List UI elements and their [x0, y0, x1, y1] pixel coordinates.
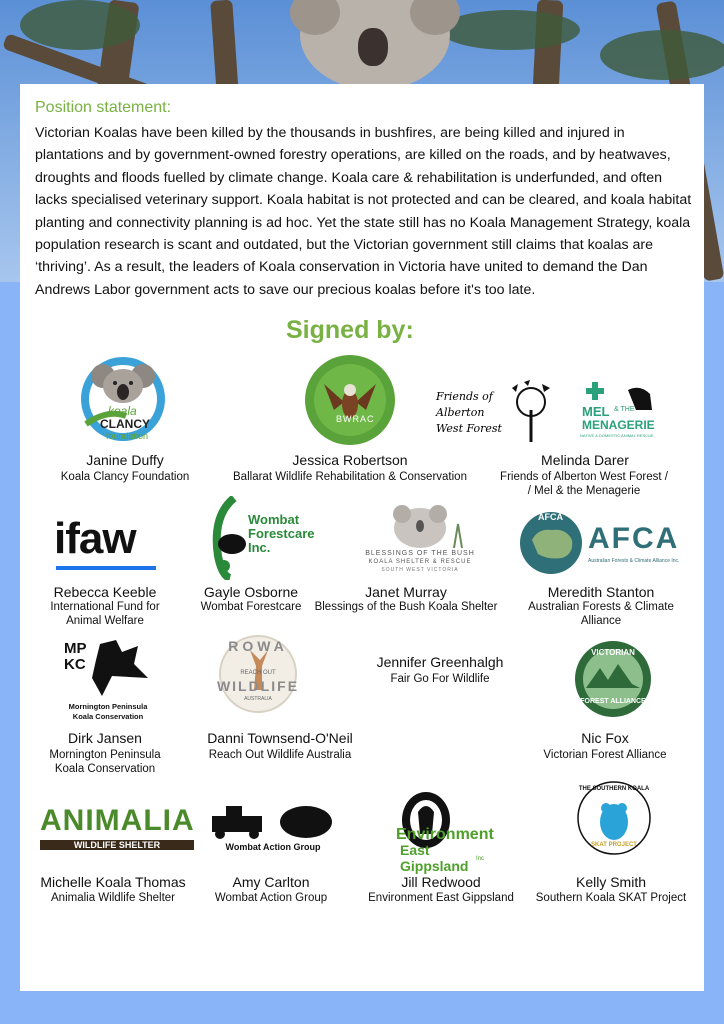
friends-alberton-logo-line3: West Forest [436, 422, 502, 435]
bwrac-logo-text: BWRAC [336, 414, 375, 424]
skat-project-logo [576, 780, 652, 856]
animalia-logo-line2: WILDLIFE SHELTER [40, 840, 194, 850]
signatory-name-12: Michelle Koala Thomas [40, 874, 186, 890]
blessings-bush-logo-line2: KOALA SHELTER & RESCUE [368, 559, 472, 565]
mel-menagerie-logo-menagerie: MENAGERIE [582, 418, 655, 432]
rowa-logo [216, 632, 300, 716]
signatory-name-3: Melinda Darer [541, 452, 629, 468]
signatory-name-10: Danni Townsend-O'Neil [207, 730, 353, 746]
blessings-bush-logo-line3: SOUTH WEST VICTORIA [381, 567, 459, 573]
afca-logo [518, 510, 684, 576]
vfa-logo [572, 638, 654, 720]
environment-east-gippsland-logo-line2: East Gippsland [400, 842, 469, 874]
friends-alberton-logo [432, 380, 558, 444]
environment-east-gippsland-logo [384, 790, 494, 874]
signatory-org-12: Animalia Wildlife Shelter [51, 892, 175, 904]
signed-by-heading: Signed by: [286, 316, 414, 344]
signatory-name-9: Dirk Jansen [68, 730, 142, 746]
afca-logo-sub: Australian Forests & Climate Alliance Inc. [588, 558, 680, 564]
vfa-logo-line1: VICTORIAN [591, 648, 635, 657]
position-body: Victorian Koalas have been killed by the thousands in bushfires, are being killed and injured in plantations and by government-owned forestry operations, are killed on the roads, and by heatwaves, droughts and floods fuelled by climate change. Koala care & rehabilitation is underfunded, and often lacks specialised veterinary support. Koala habitat is not protected and can be cleared, and koala habitat planting and connectivity planning is ad hoc. Yet the state still has no Koala Management Strategy, koala population research is scant and outdated, but the Victorian government still claims that koalas are ‘thriving’. As a result, the leaders of Koala conservation in Victoria have united to demand the Dan Andrews Labor government acts to save our precious koalas before it's too late. [35, 125, 692, 298]
signatory-name-1: Janine Duffy [86, 452, 164, 468]
animalia-logo [40, 804, 194, 858]
signatory-name-8: Jennifer Greenhalgh [376, 654, 504, 670]
rowa-logo-line3: WILDLIFE [216, 678, 300, 694]
koala-clancy-logo-clancy: CLANCY [100, 417, 150, 431]
koala-clancy-logo [78, 354, 168, 446]
rowa-logo-line2: REACH OUT [240, 670, 276, 676]
koala-clancy-logo-foundation: foundation [106, 431, 149, 441]
signatory-org-5: Wombat Forestcare [200, 601, 302, 613]
environment-east-gippsland-logo-line1: Environment [396, 826, 494, 843]
signatory-org-3: Friends of Alberton West Forest / / Mel & the Menagerie [500, 471, 668, 497]
signatory-org-13: Wombat Action Group [214, 892, 328, 904]
signatory-org-6: Blessings of the Bush Koala Shelter [314, 601, 498, 613]
skat-project-logo-line1: THE SOUTHERN KOALA [578, 786, 650, 792]
animalia-logo-line1: ANIMALIA [40, 804, 195, 837]
blessings-bush-logo [350, 504, 490, 574]
signatory-org-8: Fair Go For Wildlife [390, 673, 490, 685]
signatory-org-15: Southern Koala SKAT Project [535, 892, 687, 904]
rowa-logo-line1: ROWA [228, 638, 288, 654]
bwrac-logo [304, 354, 396, 446]
mel-menagerie-logo-mel: MEL [582, 404, 610, 419]
signatory-name-5: Gayle Osborne [203, 584, 299, 600]
mpkc-logo-line3: Mornington Peninsula [68, 702, 148, 711]
signatory-org-9: Mornington Peninsula Koala Conservation [49, 749, 161, 775]
skat-project-logo-line2: SKAT PROJECT [591, 842, 637, 848]
signatory-org-7: Australian Forests & Climate Alliance [528, 601, 674, 627]
wombat-action-group-logo [206, 800, 340, 860]
signatory-name-4: Rebecca Keeble [53, 584, 157, 600]
signatory-org-1: Koala Clancy Foundation [60, 471, 190, 483]
signatory-name-7: Meredith Stanton [547, 584, 655, 600]
signatory-org-2: Ballarat Wildlife Rehabilitation & Conservation [233, 471, 467, 483]
signatory-org-11: Victorian Forest Alliance [543, 749, 667, 761]
friends-alberton-logo-line1: Friends of [436, 390, 493, 403]
signatory-name-2: Jessica Robertson [292, 452, 408, 468]
mpkc-logo-mp: MP [64, 640, 87, 657]
blessings-bush-logo-line1: BLESSINGS OF THE BUSH [365, 550, 475, 557]
wombat-forestcare-logo-line1: Wombat [248, 512, 300, 527]
wombat-forestcare-logo-line2: Forestcare [248, 526, 315, 541]
signatory-org-10: Reach Out Wildlife Australia [208, 749, 352, 761]
environment-east-gippsland-logo-line3: Inc [476, 856, 485, 862]
wombat-forestcare-logo [204, 496, 314, 580]
position-title: Position statement: [35, 99, 172, 116]
wombat-forestcare-logo-line3: Inc. [248, 540, 271, 555]
afca-logo-text: AFCA [588, 522, 680, 555]
signatory-org-14: Environment East Gippsland [368, 892, 514, 904]
vfa-logo-line2: FOREST ALLIANCE [580, 698, 646, 705]
signatory-name-15: Kelly Smith [575, 874, 647, 890]
signatory-name-13: Amy Carlton [232, 874, 310, 890]
afca-logo-badge: AFCA [538, 512, 563, 522]
wombat-action-group-logo-text: Wombat Action Group [225, 842, 321, 852]
friends-alberton-logo-line2: Alberton [436, 406, 485, 419]
mel-menagerie-logo-tag: NATIVE & DOMESTIC ANIMAL RESCUE [580, 433, 654, 438]
statement-panel [20, 84, 704, 991]
mpkc-logo-line4: Koala Conservation [72, 712, 144, 721]
mel-menagerie-logo-and: & THE [614, 406, 635, 413]
rowa-logo-line4: AUSTRALIA [244, 696, 272, 702]
ifaw-logo [54, 514, 164, 572]
koala-clancy-logo-koala: koala [108, 404, 137, 418]
signatory-name-11: Nic Fox [581, 730, 629, 746]
ifaw-logo-text: ifaw [54, 514, 136, 563]
mel-menagerie-logo [578, 380, 658, 442]
signatory-name-14: Jill Redwood [401, 874, 481, 890]
mpkc-logo [56, 638, 160, 724]
signatory-name-6: Janet Murray [365, 584, 447, 600]
signatory-org-4: International Fund for Animal Welfare [50, 601, 160, 627]
mpkc-logo-kc: KC [64, 656, 86, 673]
